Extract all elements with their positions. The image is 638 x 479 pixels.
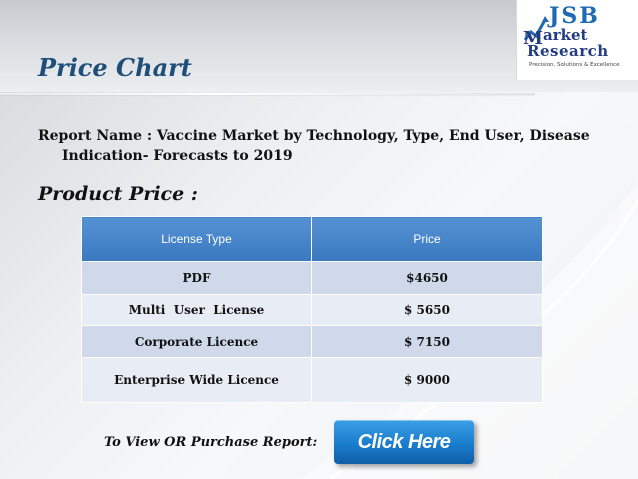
price-cell: $ 7150 [312, 326, 543, 358]
purchase-prompt: To View OR Purchase Report: [104, 435, 318, 450]
table-row [82, 295, 543, 326]
click-here-button[interactable]: Click Here [334, 420, 474, 464]
price-cell: $ 5650 [312, 295, 543, 326]
price-cell: $4650 [312, 262, 543, 295]
price-table [81, 216, 543, 403]
table-row [82, 326, 543, 358]
report-name-text: Report Name : Vaccine Market by Technology, Type, End User, Disease [38, 128, 590, 144]
license-type-cell: Multi User License [82, 295, 312, 326]
page-title: Price Chart [38, 53, 192, 82]
license-type-cell: PDF [82, 262, 312, 295]
column-header-license-type: License Type [82, 217, 312, 262]
column-header-price: Price [312, 217, 543, 262]
logo-text-research: Research [527, 42, 609, 60]
report-name-continuation: Indication- Forecasts to 2019 [62, 148, 293, 164]
logo-text-jsb: JSB [549, 3, 600, 29]
license-type-cell: Enterprise Wide Licence [82, 358, 312, 403]
company-logo [516, 0, 638, 80]
table-header-row [82, 217, 543, 262]
svg-text:M: M [523, 28, 543, 46]
title-divider [0, 93, 535, 95]
table-row [82, 358, 543, 403]
price-cell: $ 9000 [312, 358, 543, 403]
license-type-cell: Corporate Licence [82, 326, 312, 358]
table-row [82, 262, 543, 295]
logo-tagline: Precision, Solutions & Excellence [529, 62, 620, 68]
report-name [38, 126, 598, 166]
product-price-heading: Product Price : [38, 183, 198, 205]
logo-text-market: arket [543, 26, 588, 44]
